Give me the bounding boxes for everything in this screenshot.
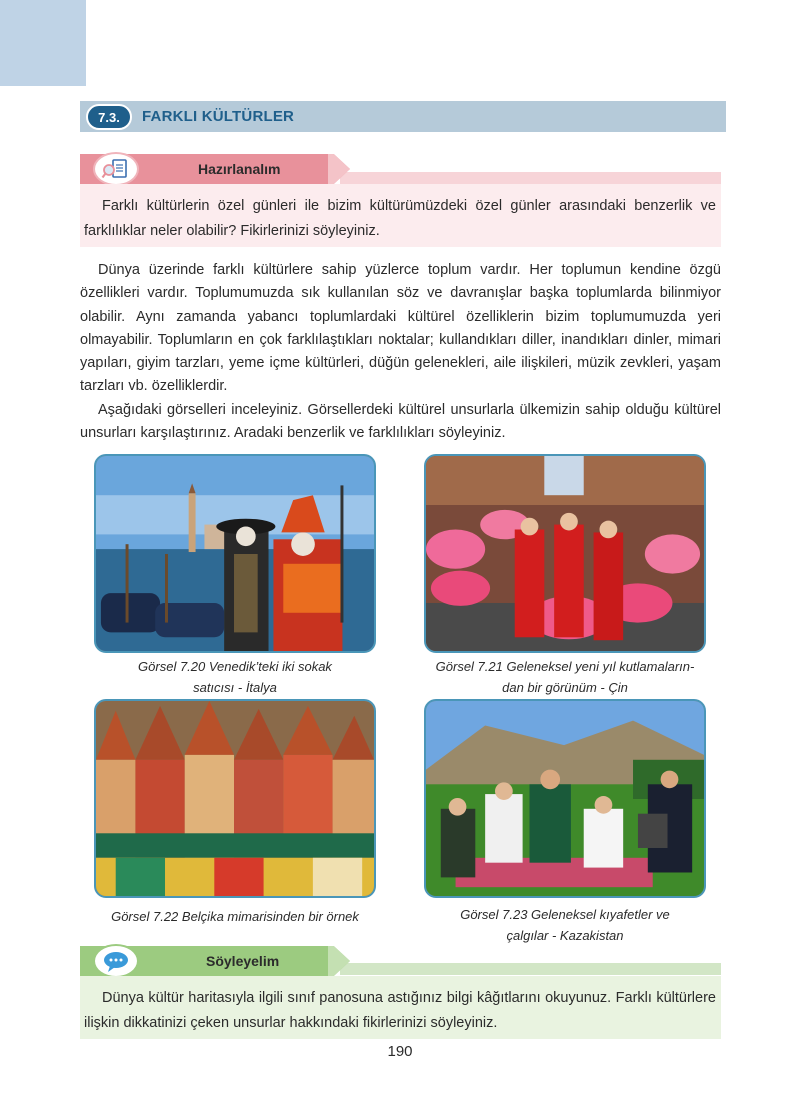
figure-caption — [94, 656, 376, 698]
prepare-header-tail — [340, 172, 721, 184]
figure-caption — [420, 656, 710, 698]
section-title: FARKLI KÜLTÜRLER — [142, 108, 295, 125]
body-paragraph: Aşağıdaki görselleri inceleyiniz. Görsellerdeki kültürel unsurlarla ülkemizin sahip olduğu kültürel unsurları karşılaştırınız. Aradaki benzerlik ve farklılıkları söyleyiniz. — [80, 401, 721, 442]
photo-venice — [94, 454, 376, 653]
caption-line: Görsel 7.20 Venedik’teki iki sokak — [138, 659, 332, 674]
caption-line: satıcısı - İtalya — [193, 680, 277, 695]
corner-tab — [0, 0, 86, 86]
speech-bubble-icon — [93, 944, 139, 978]
body-text — [80, 259, 721, 445]
photo-kazakhstan — [424, 699, 706, 898]
prepare-title: Hazırlanalım — [198, 161, 281, 177]
photo-china — [424, 454, 706, 653]
caption-line: çalgılar - Kazakistan — [506, 928, 624, 943]
photo-belgium — [94, 699, 376, 898]
caption-line: dan bir görünüm - Çin — [502, 680, 628, 695]
page-number: 190 — [387, 1043, 413, 1060]
body-paragraph: Dünya üzerinde farklı kültürlere sahip yüzlerce toplum vardır. Her toplumun kendine özgü özellikleri vardır. Toplumumuzda sık kullanılan söz ve davranışlar başka toplumlarda bilinmiyor olabilir. Aynı zamanda yabancı toplumlardaki kültürel özelliklerin bizim toplumumuzda yeri olmayabilir. Toplumların en çok farklılaştıkları noktalar; kullandıkları diller, inandıkları dinler, mimari yapıları, giyim tarzları, yeme içme kültürleri, düğün gelenekleri, aile ilişkileri, müzik zevkleri, yaşam tarzları vb. özelliklerdir. — [80, 262, 721, 395]
caption-line: Görsel 7.23 Geleneksel kıyafetler ve — [460, 907, 670, 922]
caption-line: Görsel 7.21 Geleneksel yeni yıl kutlamaların- — [435, 659, 695, 674]
caption-line: Görsel 7.22 Belçika mimarisinden bir örnek — [111, 909, 359, 924]
say-title: Söyleyelim — [206, 953, 280, 969]
figure-caption — [94, 906, 376, 927]
section-number-badge: 7.3. — [86, 104, 132, 130]
prepare-text: Farklı kültürlerin özel günleri ile bizim kültürümüzdeki özel günler arasındaki benzerlik ve farklılıklar neler olabilir? Fikirlerinizi söyleyiniz. — [84, 198, 716, 239]
say-text: Dünya kültür haritasıyla ilgili sınıf panosuna astığınız bilgi kâğıtlarını okuyunuz. Farklı kültürlere ilişkin dikkatinizi çeken unsurlar hakkındaki fikirlerinizi söyleyiniz. — [84, 990, 716, 1031]
notebook-magnifier-icon — [93, 152, 139, 186]
figure-caption — [420, 904, 710, 946]
say-header-tail — [340, 963, 721, 975]
